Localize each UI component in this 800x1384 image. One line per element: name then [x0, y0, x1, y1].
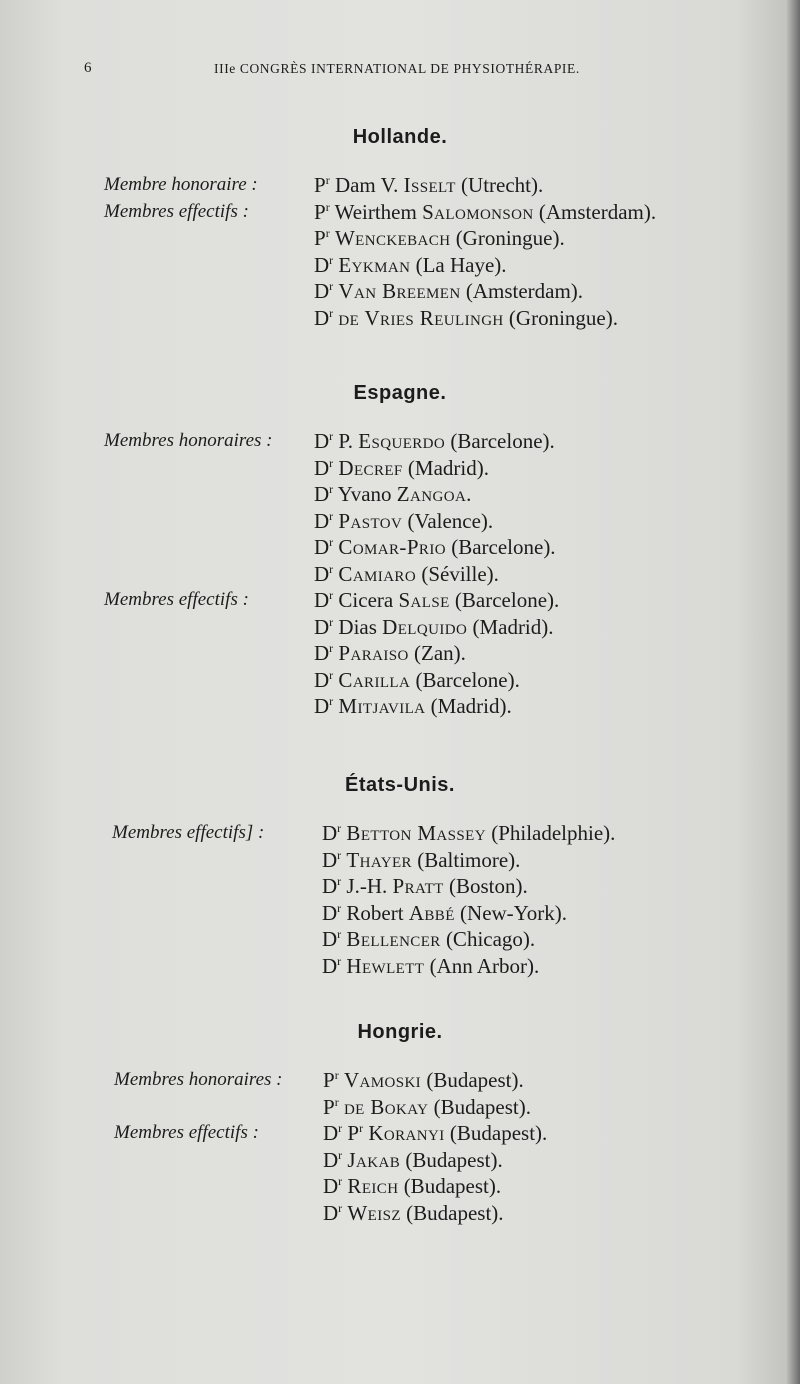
- member-place: (Madrid).: [407, 455, 489, 480]
- member-title: D: [314, 561, 330, 586]
- member-entry: [314, 276, 583, 306]
- member-title: D: [323, 1147, 339, 1172]
- member-entry: [322, 924, 535, 954]
- section-title: États-Unis.: [345, 774, 455, 796]
- member-place: (Barcelone).: [454, 588, 560, 612]
- member-title-sup: r: [338, 1121, 343, 1135]
- member-title: D: [322, 821, 338, 845]
- member-surname: de Vries Reulingh: [338, 305, 504, 330]
- member-title: D: [314, 588, 330, 612]
- running-head: IIIe CONGRÈS INTERNATIONAL DE PHYSIOTHÉRAPIE.: [214, 61, 580, 76]
- member-title: D: [314, 641, 330, 665]
- member-entry: [322, 818, 615, 848]
- member-title-sup: r: [337, 900, 342, 915]
- member-title-sup: r: [329, 305, 334, 320]
- member-surname: Salse: [398, 588, 450, 612]
- member-title: D: [314, 429, 330, 453]
- member-entry: [314, 532, 556, 562]
- member-title-sup: r: [329, 429, 334, 443]
- member-entry: [314, 250, 507, 280]
- member-title-sup: r: [329, 667, 334, 682]
- member-title-sup: r: [338, 1147, 343, 1162]
- membership-label: Membres effectifs :: [104, 200, 249, 222]
- member-surname: Weisz: [347, 1200, 401, 1225]
- member-place: (Budapest).: [406, 1200, 504, 1225]
- member-first-name: Robert: [346, 900, 404, 925]
- member-place: (Barcelone).: [415, 667, 520, 692]
- member-title: D: [314, 694, 330, 718]
- member-title-sup: r: [337, 847, 342, 862]
- member-place: (Groningue).: [508, 305, 618, 330]
- member-title-sup: r: [329, 252, 334, 267]
- member-title: P: [314, 226, 326, 250]
- member-title-sup: r: [338, 1200, 343, 1215]
- member-place: (Boston).: [448, 874, 528, 898]
- member-title: D: [323, 1121, 339, 1145]
- member-entry: [322, 898, 567, 928]
- member-place: (Budapest).: [426, 1068, 524, 1092]
- member-surname: Mitjavila: [338, 694, 426, 718]
- member-first-name: Dam V.: [334, 173, 399, 197]
- member-title: D: [314, 455, 330, 480]
- member-surname: de Bokay: [343, 1094, 429, 1119]
- member-place: (Zan).: [414, 641, 466, 665]
- member-surname: Carilla: [338, 667, 411, 692]
- member-title-sup: r: [329, 588, 334, 602]
- member-place: (Amsterdam).: [465, 279, 584, 303]
- section-title: Hongrie.: [357, 1021, 443, 1043]
- member-title-sup: r: [329, 614, 334, 629]
- member-title: P: [314, 199, 326, 224]
- member-surname: Isselt: [403, 173, 456, 197]
- member-title-sup: r: [334, 1094, 339, 1109]
- member-place: (Groningue).: [455, 226, 565, 250]
- member-entry: [323, 1065, 524, 1095]
- member-title: D: [314, 614, 330, 639]
- member-title-secondary: P: [347, 1121, 360, 1145]
- member-place: (New-York).: [460, 900, 567, 925]
- member-title-sup: r: [329, 694, 334, 708]
- member-title: P: [323, 1094, 335, 1119]
- member-surname: Pastov: [338, 508, 403, 533]
- member-title: D: [322, 953, 338, 978]
- member-entry: [314, 506, 493, 536]
- member-surname: Hewlett: [346, 953, 425, 978]
- member-entry: [322, 845, 520, 875]
- member-entry: [314, 453, 489, 483]
- membership-label: Membres honoraires :: [114, 1069, 283, 1090]
- member-title-sup: r: [337, 927, 342, 941]
- member-first-name: J.-H.: [346, 874, 388, 898]
- member-title: D: [322, 847, 338, 872]
- member-place: (La Haye).: [415, 252, 507, 277]
- member-entry: [314, 691, 512, 721]
- member-surname: Betton Massey: [346, 821, 486, 845]
- member-entry: [323, 1092, 531, 1122]
- member-title-sup: r: [329, 455, 334, 470]
- section-title: Hollande.: [352, 126, 448, 148]
- member-entry: [323, 1118, 547, 1148]
- member-title-sup: r: [329, 561, 334, 576]
- member-place: (Ann Arbor).: [429, 953, 540, 978]
- member-entry: [322, 951, 539, 981]
- member-place: (Barcelone).: [450, 429, 555, 453]
- member-title-sup: r: [329, 279, 334, 293]
- member-first-name: Weirthem: [334, 199, 417, 224]
- member-title: D: [323, 1200, 339, 1225]
- member-title: D: [322, 927, 338, 951]
- member-surname: Van Breemen: [338, 279, 461, 303]
- membership-label: Membres effectifs :: [114, 1122, 259, 1143]
- member-entry: [314, 665, 520, 695]
- member-place: (Madrid).: [472, 614, 554, 639]
- member-surname: Bellencer: [346, 927, 441, 951]
- member-place: (Madrid).: [430, 694, 512, 718]
- member-place: (Budapest).: [433, 1094, 531, 1119]
- member-title: D: [314, 508, 330, 533]
- member-entry: [322, 871, 528, 901]
- member-place: (Barcelone).: [451, 535, 556, 559]
- member-surname: Salomonson: [422, 199, 534, 224]
- member-title: D: [314, 305, 330, 330]
- member-title-sup: r: [337, 953, 342, 968]
- member-title-sup: r: [325, 173, 330, 187]
- member-first-name: P.: [338, 429, 354, 453]
- member-surname: Koranyi: [368, 1121, 445, 1145]
- member-surname: Paraiso: [338, 641, 409, 665]
- member-title-secondary-sup: r: [359, 1121, 364, 1135]
- member-place: (Budapest).: [403, 1174, 502, 1198]
- page-number: 6: [84, 60, 92, 76]
- member-title-sup: r: [325, 226, 330, 240]
- member-entry: [314, 303, 618, 333]
- member-place: (Budapest).: [449, 1121, 548, 1145]
- member-title: D: [314, 667, 330, 692]
- member-surname: Thayer: [346, 847, 412, 872]
- member-surname: Decref: [338, 455, 403, 480]
- member-surname: Comar-Prio: [338, 535, 446, 559]
- member-entry: [314, 170, 543, 200]
- member-title: P: [323, 1068, 335, 1092]
- member-place: (Philadelphie).: [491, 821, 616, 845]
- member-first-name: Yvano: [337, 482, 392, 506]
- member-title: D: [323, 1174, 339, 1198]
- member-first-name: Cicera: [338, 588, 394, 612]
- member-place: (Chicago).: [445, 927, 536, 951]
- membership-label: Membres honoraires :: [104, 430, 273, 451]
- member-surname: Camiaro: [338, 561, 417, 586]
- member-surname: Esquerdo: [358, 429, 446, 453]
- member-title: D: [314, 279, 330, 303]
- member-entry: [314, 612, 554, 642]
- member-title-sup: r: [337, 821, 342, 835]
- member-entry: [323, 1171, 501, 1201]
- member-entry: [323, 1198, 504, 1228]
- member-title: D: [314, 252, 330, 277]
- page-header: [0, 60, 800, 84]
- member-entry: [314, 197, 656, 227]
- section-title: Espagne.: [353, 382, 447, 404]
- membership-label: Membre honoraire :: [104, 174, 258, 195]
- member-title-sup: r: [329, 508, 334, 523]
- member-title-sup: r: [329, 641, 334, 655]
- member-title-sup: r: [334, 1068, 339, 1082]
- member-place: (Séville).: [421, 561, 499, 586]
- member-entry: [314, 223, 565, 253]
- member-surname: Delquido: [382, 614, 468, 639]
- membership-label: Membres effectifs] :: [112, 822, 265, 843]
- member-surname: Eykman: [338, 252, 411, 277]
- member-title: D: [322, 874, 338, 898]
- member-title: P: [314, 173, 326, 197]
- member-entry: [314, 426, 555, 456]
- member-surname: Vamoski: [343, 1068, 422, 1092]
- member-place: (Utrecht).: [461, 173, 544, 197]
- member-title-sup: r: [329, 535, 334, 549]
- member-place: (Valence).: [407, 508, 494, 533]
- member-entry: [323, 1145, 503, 1175]
- member-title-sup: r: [329, 482, 334, 496]
- member-entry: [314, 479, 472, 509]
- member-title-sup: r: [325, 199, 330, 214]
- page-edge-shadow: [786, 0, 800, 1384]
- member-title-sup: r: [338, 1174, 343, 1188]
- member-surname: Zangoa.: [396, 482, 472, 506]
- member-surname: Pratt: [392, 874, 444, 898]
- member-entry: [314, 638, 466, 668]
- member-surname: Jakab: [347, 1147, 401, 1172]
- member-title: D: [314, 482, 330, 506]
- member-title: D: [322, 900, 338, 925]
- member-place: (Budapest).: [405, 1147, 503, 1172]
- member-title: D: [314, 535, 330, 559]
- member-first-name: Dias: [338, 614, 377, 639]
- member-entry: [314, 559, 499, 589]
- member-place: (Amsterdam).: [538, 199, 657, 224]
- member-surname: Reich: [347, 1174, 399, 1198]
- member-surname: Wenckebach: [334, 226, 451, 250]
- member-surname: Abbé: [408, 900, 455, 925]
- member-place: (Baltimore).: [417, 847, 521, 872]
- member-entry: [314, 585, 559, 615]
- member-title-sup: r: [337, 874, 342, 888]
- membership-label: Membres effectifs :: [104, 589, 249, 610]
